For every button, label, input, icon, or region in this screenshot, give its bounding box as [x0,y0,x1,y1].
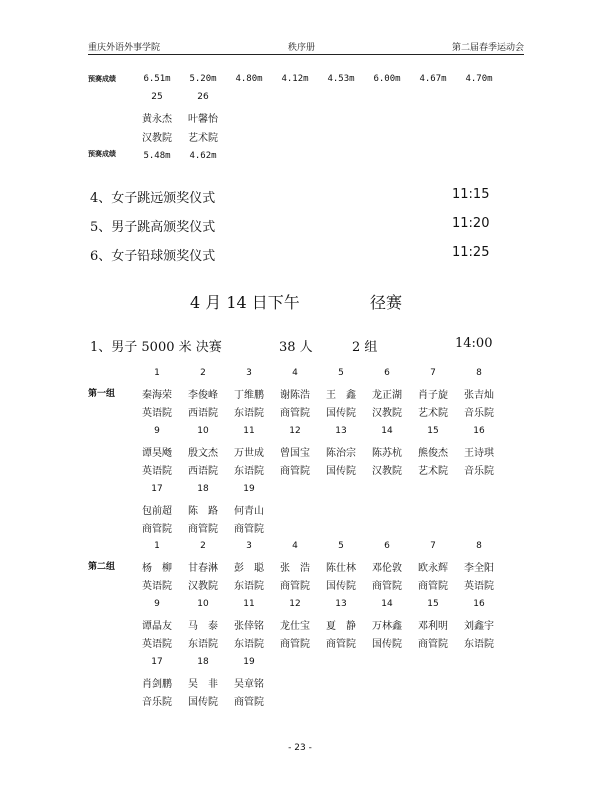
athlete-number: 26 [197,92,209,102]
athlete-college: 艺术院 [188,133,218,144]
athlete-college: 商管院 [280,466,310,477]
athlete-college: 商管院 [418,639,448,650]
athlete-college: 艺术院 [418,466,448,477]
athlete-college: 商管院 [280,408,310,419]
athlete-name: 王 鑫 [326,390,356,401]
athlete-number: 8 [476,541,482,551]
athlete-college: 商管院 [372,581,402,592]
athlete-number: 16 [473,426,485,436]
athlete-college: 东语院 [234,408,264,419]
athlete-name: 王诗琪 [464,448,494,459]
athlete-college: 商管院 [234,697,264,708]
athlete-name: 吴 非 [188,679,218,690]
athlete-number: 14 [381,426,393,436]
athlete-name: 殷文杰 [188,448,218,459]
athlete-name: 肖剑鹏 [142,679,172,690]
athlete-name: 黄永杰 [142,114,172,125]
athlete-name: 万林鑫 [372,621,402,632]
athlete-college: 商管院 [418,581,448,592]
athlete-name: 吴章铭 [234,679,264,690]
athlete-college: 商管院 [280,639,310,650]
athlete-name: 叶馨怡 [188,114,218,125]
athlete-name: 谢陈浩 [280,390,310,401]
athlete-number: 6 [384,541,390,551]
athlete-name: 邓伦敦 [372,563,402,574]
ceremony-time: 11:20 [452,216,490,231]
athlete-college: 东语院 [234,581,264,592]
athlete-name: 彭 聪 [234,563,264,574]
athlete-number: 5 [338,368,344,378]
athlete-college: 国传院 [326,408,356,419]
athlete-name: 李全阳 [464,563,494,574]
prelim-result: 4.12m [281,74,309,84]
athlete-number: 17 [151,657,163,667]
ceremony-time: 11:25 [452,245,490,260]
athlete-number: 7 [430,368,436,378]
athlete-name: 陈 路 [188,506,218,517]
athlete-name: 何青山 [234,506,264,517]
athlete-college: 汉教院 [142,133,172,144]
athlete-college: 东语院 [234,466,264,477]
prelim-result: 4.62m [189,151,217,161]
prelim-result: 5.20m [189,74,217,84]
athlete-name: 包前超 [142,506,172,517]
athlete-number: 12 [289,426,301,436]
prelim-result: 4.67m [419,74,447,84]
athlete-name: 龙正湖 [372,390,402,401]
athlete-name: 熊俊杰 [418,448,448,459]
athlete-number: 4 [292,541,298,551]
athlete-name: 秦海荣 [142,390,172,401]
athlete-number: 1 [154,368,160,378]
athlete-number: 3 [246,541,252,551]
prelim-result: 6.00m [373,74,401,84]
athlete-college: 东语院 [464,639,494,650]
athlete-number: 13 [335,426,347,436]
event-time: 14:00 [455,336,493,351]
athlete-college: 国传院 [188,697,218,708]
athlete-number: 17 [151,484,163,494]
athlete-number: 18 [197,657,209,667]
athlete-number: 15 [427,426,439,436]
prelim-result: 4.70m [465,74,493,84]
athlete-name: 甘春淋 [188,563,218,574]
prelim-result: 4.53m [327,74,355,84]
athlete-name: 李俊峰 [188,390,218,401]
athlete-college: 西语院 [188,408,218,419]
athlete-number: 9 [154,599,160,609]
athlete-college: 国传院 [326,581,356,592]
athlete-name: 陈苏杭 [372,448,402,459]
ceremony-time: 11:15 [452,187,490,202]
athlete-college: 东语院 [188,639,218,650]
athlete-name: 谭昊飏 [142,448,172,459]
athlete-name: 刘鑫宇 [464,621,494,632]
athlete-number: 14 [381,599,393,609]
athlete-name: 杨 柳 [142,563,172,574]
athlete-college: 汉教院 [188,581,218,592]
athlete-number: 8 [476,368,482,378]
athlete-name: 欧永辉 [418,563,448,574]
athlete-name: 曾国宝 [280,448,310,459]
section-date: 4 月 14 日下午 [190,293,300,312]
ceremony-label: 4、女子跳远颁奖仪式 [90,191,216,206]
athlete-number: 4 [292,368,298,378]
athlete-name: 丁维鹏 [234,390,264,401]
group-label: 第一组 [88,389,116,399]
athlete-number: 11 [243,599,255,609]
athlete-name: 张倖铭 [234,621,264,632]
event-groups: 2 组 [352,340,378,355]
athlete-number: 15 [427,599,439,609]
athlete-college: 商管院 [280,581,310,592]
athlete-number: 10 [197,426,209,436]
athlete-college: 汉教院 [372,408,402,419]
header-event: 第二届春季运动会 [451,43,524,53]
athlete-number: 1 [154,541,160,551]
athlete-college: 汉教院 [372,466,402,477]
athlete-college: 西语院 [188,466,218,477]
athlete-number: 11 [243,426,255,436]
athlete-college: 国传院 [326,466,356,477]
athlete-number: 19 [243,657,255,667]
athlete-name: 张吉灿 [464,390,494,401]
athlete-college: 商管院 [326,639,356,650]
athlete-number: 5 [338,541,344,551]
athlete-college: 音乐院 [142,697,172,708]
athlete-college: 商管院 [234,524,264,535]
athlete-number: 18 [197,484,209,494]
athlete-number: 2 [200,368,206,378]
athlete-college: 艺术院 [418,408,448,419]
athlete-name: 谭晶友 [142,621,172,632]
page-number: - 23 - [288,743,312,753]
athlete-number: 16 [473,599,485,609]
athlete-number: 19 [243,484,255,494]
group-label: 第二组 [88,562,116,572]
athlete-college: 音乐院 [464,466,494,477]
athlete-number: 7 [430,541,436,551]
athlete-name: 肖子旋 [418,390,448,401]
page-header [88,38,524,55]
athlete-number: 10 [197,599,209,609]
athlete-college: 商管院 [188,524,218,535]
athlete-college: 英语院 [142,408,172,419]
header-title: 秩序册 [288,43,316,53]
athlete-number: 2 [200,541,206,551]
athlete-number: 13 [335,599,347,609]
prelim-result: 5.48m [143,151,171,161]
prelim-result: 4.80m [235,74,263,84]
athlete-college: 音乐院 [464,408,494,419]
athlete-college: 英语院 [464,581,494,592]
prelim-label-1: 预赛成绩 [88,74,116,83]
athlete-number: 12 [289,599,301,609]
athlete-name: 陈治宗 [326,448,356,459]
athlete-name: 邓利明 [418,621,448,632]
athlete-name: 张 浩 [280,563,310,574]
athlete-college: 东语院 [234,639,264,650]
athlete-name: 龙仕宝 [280,621,310,632]
event-title: 1、男子 5000 米 决赛 [90,340,222,355]
ceremony-label: 5、男子跳高颁奖仪式 [90,220,216,235]
prelim-result: 6.51m [143,74,171,84]
athlete-college: 英语院 [142,466,172,477]
section-type: 径赛 [370,293,403,312]
event-count: 38 人 [279,340,313,355]
athlete-college: 英语院 [142,581,172,592]
header-school: 重庆外语外事学院 [88,43,161,53]
athlete-number: 6 [384,368,390,378]
ceremony-label: 6、女子铅球颁奖仪式 [90,249,216,264]
athlete-college: 商管院 [142,524,172,535]
athlete-number: 9 [154,426,160,436]
athlete-name: 万世成 [234,448,264,459]
athlete-number: 25 [151,92,163,102]
athlete-number: 3 [246,368,252,378]
prelim-label-2: 预赛成绩 [88,149,116,158]
athlete-name: 夏 静 [326,621,356,632]
athlete-college: 英语院 [142,639,172,650]
athlete-name: 马 泰 [188,621,218,632]
athlete-name: 陈仕林 [326,563,356,574]
athlete-college: 国传院 [372,639,402,650]
